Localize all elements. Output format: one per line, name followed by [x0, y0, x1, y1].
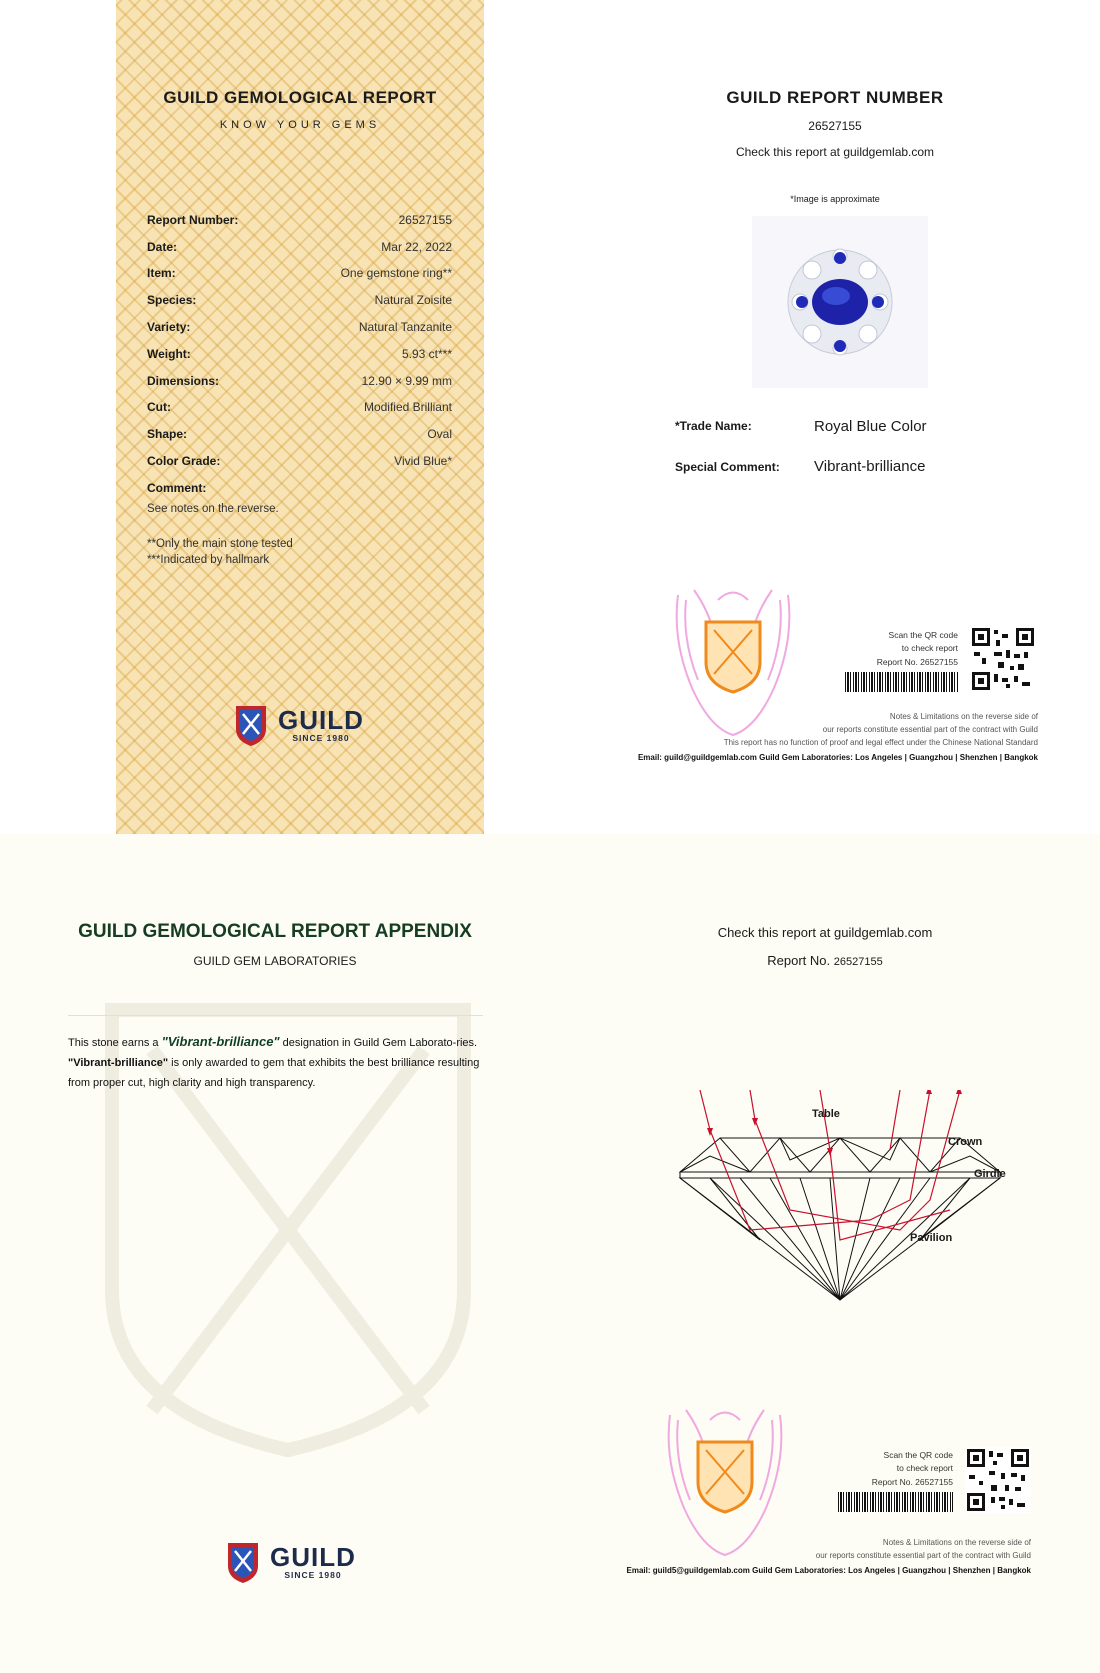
- qr-scan-line-2-bottom: to check report: [896, 1463, 953, 1473]
- qr-report-no: Report No. 26527155: [876, 657, 958, 667]
- label-pavilion: Pavilion: [910, 1232, 953, 1244]
- special-comment-label: Special Comment:: [675, 460, 780, 474]
- guild-shield-icon: [226, 1540, 260, 1584]
- spec-row: [147, 400, 452, 418]
- guild-wordmark: GUILD: [278, 705, 364, 735]
- spec-row: [147, 454, 452, 472]
- spec-row: [147, 374, 452, 392]
- spec-row: [147, 213, 452, 231]
- barcode: [845, 672, 958, 692]
- report-tagline: KNOW YOUR GEMS: [219, 119, 381, 131]
- report-title: GUILD GEMOLOGICAL REPORT: [163, 88, 437, 107]
- guild-logo: [234, 703, 364, 747]
- guild-eagle-seal-bottom: [660, 1400, 790, 1558]
- trade-name-value: Royal Blue Color: [814, 418, 927, 435]
- notes-line-3: This report has no function of proof and legal effect under the Chinese National Standard: [723, 738, 1038, 747]
- spec-label: Weight:: [147, 347, 191, 361]
- qr-report-no-bottom: Report No. 26527155: [871, 1477, 953, 1487]
- appendix-guild-wordmark: GUILD: [270, 1542, 356, 1572]
- para-text-3: is only awarded to gem that exhibits the best brilliance resulting from proper cut, high clarity and high transparency.: [68, 1057, 480, 1089]
- spec-label: Date:: [147, 240, 178, 254]
- spec-value: 26527155: [398, 213, 452, 227]
- report-number-value: 26527155: [808, 119, 862, 133]
- spec-value: Oval: [427, 427, 452, 441]
- label-girdle: Girdle: [974, 1168, 1006, 1180]
- spec-value: Natural Zoisite: [374, 293, 452, 307]
- spec-row: [147, 320, 452, 338]
- label-crown: Crown: [948, 1136, 983, 1148]
- report-front-panel: [116, 0, 484, 834]
- notes-line-1-bottom: Notes & Limitations on the reverse side of: [882, 1538, 1031, 1547]
- qr-code-bottom[interactable]: [965, 1447, 1031, 1513]
- spec-label: Species:: [147, 293, 197, 307]
- qr-code[interactable]: [970, 626, 1036, 692]
- footnote-hallmark: ***Indicated by hallmark: [147, 554, 270, 566]
- spec-value: Mar 22, 2022: [381, 240, 452, 254]
- label-table: Table: [812, 1108, 840, 1120]
- guild-since: SINCE 1980: [292, 733, 350, 743]
- appendix-divider: [68, 1015, 483, 1016]
- spec-value: Modified Brilliant: [363, 400, 452, 414]
- brilliance-diagram: [670, 1090, 1020, 1315]
- special-comment-value: Vibrant-brilliance: [814, 458, 926, 475]
- spec-row: [147, 481, 452, 499]
- trade-name-label: *Trade Name:: [675, 419, 752, 433]
- appendix-guild-since: SINCE 1980: [284, 1570, 342, 1580]
- spec-row: [147, 266, 452, 284]
- spec-row: [147, 293, 452, 311]
- spec-label: Cut:: [147, 400, 171, 414]
- barcode-bottom: [838, 1492, 953, 1512]
- spec-value: Vivid Blue*: [394, 454, 452, 468]
- spec-label: Item:: [147, 266, 176, 280]
- spec-row: [147, 347, 452, 365]
- vibrant-brilliance-paragraph: [68, 1032, 483, 1093]
- report-no-value: 26527155: [833, 956, 883, 968]
- para-text-2: designation in Guild Gem Laborato-ries.: [279, 1037, 478, 1049]
- spec-label: Dimensions:: [147, 374, 220, 388]
- report-no-line: [640, 953, 1010, 968]
- appendix-guild-logo: [226, 1540, 356, 1584]
- footnote-main-stone: **Only the main stone tested: [147, 538, 293, 550]
- spec-label: Shape:: [147, 427, 188, 441]
- spec-value: 5.93 ct***: [401, 347, 452, 361]
- spec-value: 12.90 × 9.99 mm: [361, 374, 452, 388]
- para-emphasis: "Vibrant-brilliance": [161, 1034, 280, 1049]
- para-text-1: This stone earns a: [68, 1037, 162, 1049]
- qr-scan-line-1: Scan the QR code: [888, 630, 958, 640]
- spec-value: One gemstone ring**: [340, 266, 452, 280]
- guild-shield-icon: [234, 703, 268, 747]
- notes-line-2: our reports constitute essential part of the contract with Guild: [822, 725, 1038, 734]
- notes-line-2-bottom: our reports constitute essential part of the contract with Guild: [815, 1551, 1031, 1560]
- appendix-title: GUILD GEMOLOGICAL REPORT APPENDIX: [78, 921, 472, 942]
- email-locations-line-bottom: Email: guild5@guildgemlab.com Guild Gem Laboratories: Los Angeles | Guangzhou | Shenzhen | Bangkok: [626, 1566, 1031, 1575]
- qr-scan-line-2: to check report: [901, 643, 958, 653]
- appendix-subtitle: GUILD GEM LABORATORIES: [193, 954, 357, 968]
- email-locations-line: Email: guild@guildgemlab.com Guild Gem Laboratories: Los Angeles | Guangzhou | Shenzhen | Bangkok: [637, 753, 1038, 762]
- spec-row: [147, 240, 452, 258]
- ring-image: [752, 216, 928, 388]
- spec-value: Natural Tanzanite: [358, 320, 452, 334]
- comment-note: See notes on the reverse.: [147, 503, 279, 515]
- qr-scan-line-1-bottom: Scan the QR code: [883, 1450, 953, 1460]
- notes-line-1: Notes & Limitations on the reverse side of: [889, 712, 1038, 721]
- check-report-line[interactable]: Check this report at guildgemlab.com: [717, 925, 933, 940]
- spec-label: Comment:: [147, 481, 207, 495]
- report-check-link[interactable]: Check this report at guildgemlab.com: [735, 145, 935, 159]
- para-bold: "Vibrant-brilliance": [68, 1057, 169, 1069]
- report-number-title: GUILD REPORT NUMBER: [726, 88, 944, 107]
- spec-row: [147, 427, 452, 445]
- spec-label: Report Number:: [147, 213, 239, 227]
- image-approx-note: *Image is approximate: [790, 194, 880, 204]
- spec-label: Variety:: [147, 320, 191, 334]
- report-no-label: Report No.: [767, 953, 831, 968]
- spec-label: Color Grade:: [147, 454, 221, 468]
